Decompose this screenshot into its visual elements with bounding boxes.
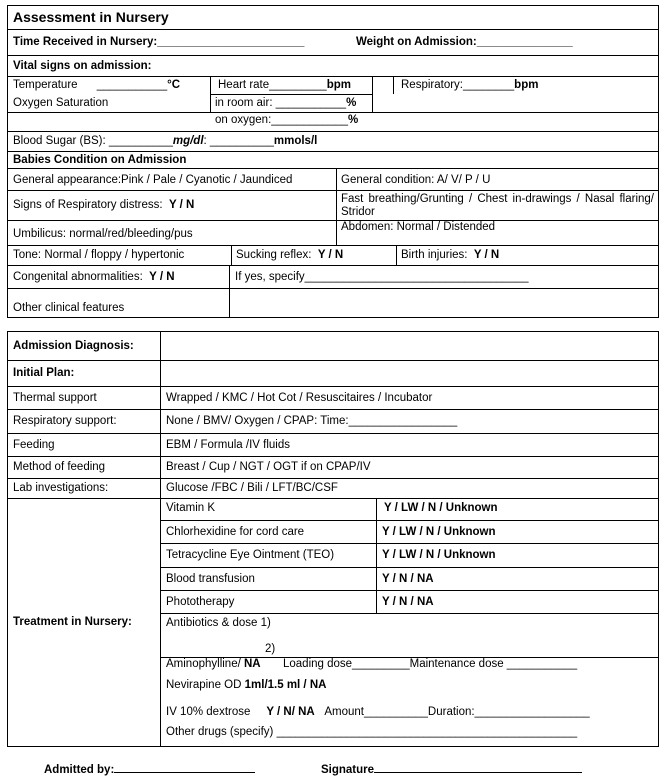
feeding-label: Feeding <box>13 439 55 451</box>
room-air-field[interactable] <box>215 97 356 110</box>
respiratory-unit: bpm <box>514 79 539 91</box>
birth-injuries-label: Birth injuries: <box>401 249 468 261</box>
nevirapine-row[interactable] <box>166 679 326 692</box>
aminophylline-row[interactable] <box>166 658 577 671</box>
temperature-label: Temperature <box>13 79 78 91</box>
form-title: Assessment in Nursery <box>13 9 169 25</box>
on-oxygen-field[interactable] <box>215 114 358 127</box>
treatment-name: Chlorhexidine for cord care <box>166 526 305 538</box>
general-condition-options[interactable]: General condition: A/ V/ P / U <box>341 174 491 186</box>
birth-injuries-field[interactable] <box>401 249 499 262</box>
feeding-options[interactable]: EBM / Formula /IV fluids <box>166 439 290 451</box>
treatment-name: Vitamin K <box>166 502 216 514</box>
aminophylline-label: Aminophylline/ <box>166 658 241 670</box>
treatment-name: Blood transfusion <box>166 573 255 585</box>
vital-signs-heading: Vital signs on admission: <box>13 60 152 72</box>
treatment-options[interactable]: Y / N / NA <box>382 596 434 608</box>
respiratory-field[interactable] <box>401 79 538 92</box>
heart-rate-unit: bpm <box>326 79 351 91</box>
heart-rate-field[interactable] <box>218 79 351 92</box>
if-yes-specify-field[interactable]: If yes, specify___________________________________ <box>235 271 529 283</box>
admission-diagnosis-field[interactable] <box>161 332 658 360</box>
respiratory-support-label: Respiratory support: <box>13 415 117 427</box>
congenital-label: Congenital abnormalities: <box>13 271 143 283</box>
lab-investigations-options[interactable]: Glucose /FBC / Bili / LFT/BC/CSF <box>166 482 338 494</box>
heart-rate-label: Heart rate_________ <box>218 79 327 91</box>
admitted-by-field[interactable] <box>44 761 255 777</box>
iv-dextrose-row[interactable] <box>166 706 590 719</box>
lab-investigations-label: Lab investigations: <box>13 482 109 494</box>
thermal-support-options[interactable]: Wrapped / KMC / Hot Cot / Resuscitaires / Incubator <box>166 392 433 404</box>
admitted-by-line <box>114 761 255 773</box>
antibiotics-second-field[interactable]: 2) <box>265 643 276 655</box>
loading-dose-field: Loading dose_________ <box>283 658 410 670</box>
on-oxygen-percent: % <box>348 114 359 126</box>
weight-on-admission-field[interactable]: Weight on Admission:_______________ <box>356 36 573 48</box>
other-clinical-label: Other clinical features <box>13 302 125 314</box>
admission-diagnosis-label: Admission Diagnosis: <box>13 340 134 352</box>
sucking-reflex-field[interactable] <box>236 249 343 262</box>
sucking-reflex-label: Sucking reflex: <box>236 249 312 261</box>
resp-distress-label: Signs of Respiratory distress: <box>13 199 163 211</box>
treatment-options[interactable]: Y / LW / N / Unknown <box>382 549 496 561</box>
time-received-field[interactable]: Time Received in Nursery:_______________________ <box>13 36 305 48</box>
signature-field[interactable] <box>321 761 582 777</box>
general-appearance-options[interactable]: General appearance:Pink / Pale / Cyanotic / Jaundiced <box>13 174 293 186</box>
thermal-support-label: Thermal support <box>13 392 97 404</box>
blood-sugar-label: Blood Sugar (BS): __________ <box>13 135 173 147</box>
other-clinical-field[interactable] <box>230 289 658 317</box>
aminophylline-na: NA <box>244 658 261 670</box>
birth-injuries-options: Y / N <box>473 249 500 261</box>
antibiotics-field[interactable]: Antibiotics & dose 1) <box>166 617 271 629</box>
admitted-by-label: Admitted by: <box>44 764 115 776</box>
signature-line <box>374 761 582 773</box>
treatment-in-nursery-label: Treatment in Nursery: <box>13 616 132 628</box>
treatment-name: Phototherapy <box>166 596 235 608</box>
amount-duration-field: Amount__________Duration:__________________ <box>324 706 590 718</box>
iv-dextrose-label: IV 10% dextrose <box>166 706 251 718</box>
method-of-feeding-label: Method of feeding <box>13 461 106 473</box>
initial-plan-label: Initial Plan: <box>13 367 75 379</box>
resp-distress-options: Y / N <box>168 199 195 211</box>
blood-sugar-field[interactable] <box>13 135 317 148</box>
sucking-reflex-options: Y / N <box>317 249 344 261</box>
tone-options[interactable]: Tone: Normal / floppy / hypertonic <box>13 249 185 261</box>
blood-sugar-sep: : __________ <box>203 135 274 147</box>
temperature-unit: °C <box>167 79 180 91</box>
maintenance-dose-field: Maintenance dose ___________ <box>409 658 578 670</box>
abdomen-options[interactable]: Abdomen: Normal / Distended <box>341 221 496 233</box>
room-air-label: in room air: ___________ <box>215 97 347 109</box>
treatment-name: Tetracycline Eye Ointment (TEO) <box>166 549 335 561</box>
signature-label: Signature <box>321 764 375 776</box>
treatment-options[interactable]: Y / LW / N / Unknown <box>384 502 498 514</box>
method-of-feeding-options[interactable]: Breast / Cup / NGT / OGT if on CPAP/IV <box>166 461 371 473</box>
resp-distress-field[interactable] <box>13 199 194 212</box>
room-air-percent: % <box>346 97 357 109</box>
umbilicus-options[interactable]: Umbilicus: normal/red/bleeding/pus <box>13 228 193 240</box>
treatment-options[interactable]: Y / LW / N / Unknown <box>382 526 496 538</box>
resp-signs-options[interactable]: Fast breathing/Grunting / Chest in-drawings / Nasal flaring/ Stridor <box>341 193 654 218</box>
blood-sugar-unit-mmol: mmols/l <box>273 135 318 147</box>
temperature-field[interactable] <box>13 79 180 92</box>
congenital-field[interactable] <box>13 271 175 284</box>
babies-condition-heading: Babies Condition on Admission <box>13 154 187 166</box>
respiratory-label: Respiratory:________ <box>401 79 515 91</box>
nevirapine-label: Nevirapine OD <box>166 679 242 691</box>
treatment-options[interactable]: Y / N / NA <box>382 573 434 585</box>
iv-dextrose-options: Y / N/ NA <box>266 706 315 718</box>
congenital-options: Y / N <box>149 271 175 283</box>
initial-plan-field[interactable] <box>161 361 658 386</box>
on-oxygen-label: on oxygen:____________ <box>215 114 349 126</box>
oxygen-saturation-label: Oxygen Saturation <box>13 97 109 109</box>
other-drugs-field[interactable]: Other drugs (specify) _______________________________________________ <box>166 726 578 738</box>
nevirapine-dose-options: 1ml/1.5 ml / NA <box>244 679 327 691</box>
temperature-blank: ___________ <box>96 79 168 91</box>
blood-sugar-unit-mgdl: mg/dl <box>172 135 204 147</box>
respiratory-support-options[interactable]: None / BMV/ Oxygen / CPAP: Time:_________________ <box>166 415 458 427</box>
